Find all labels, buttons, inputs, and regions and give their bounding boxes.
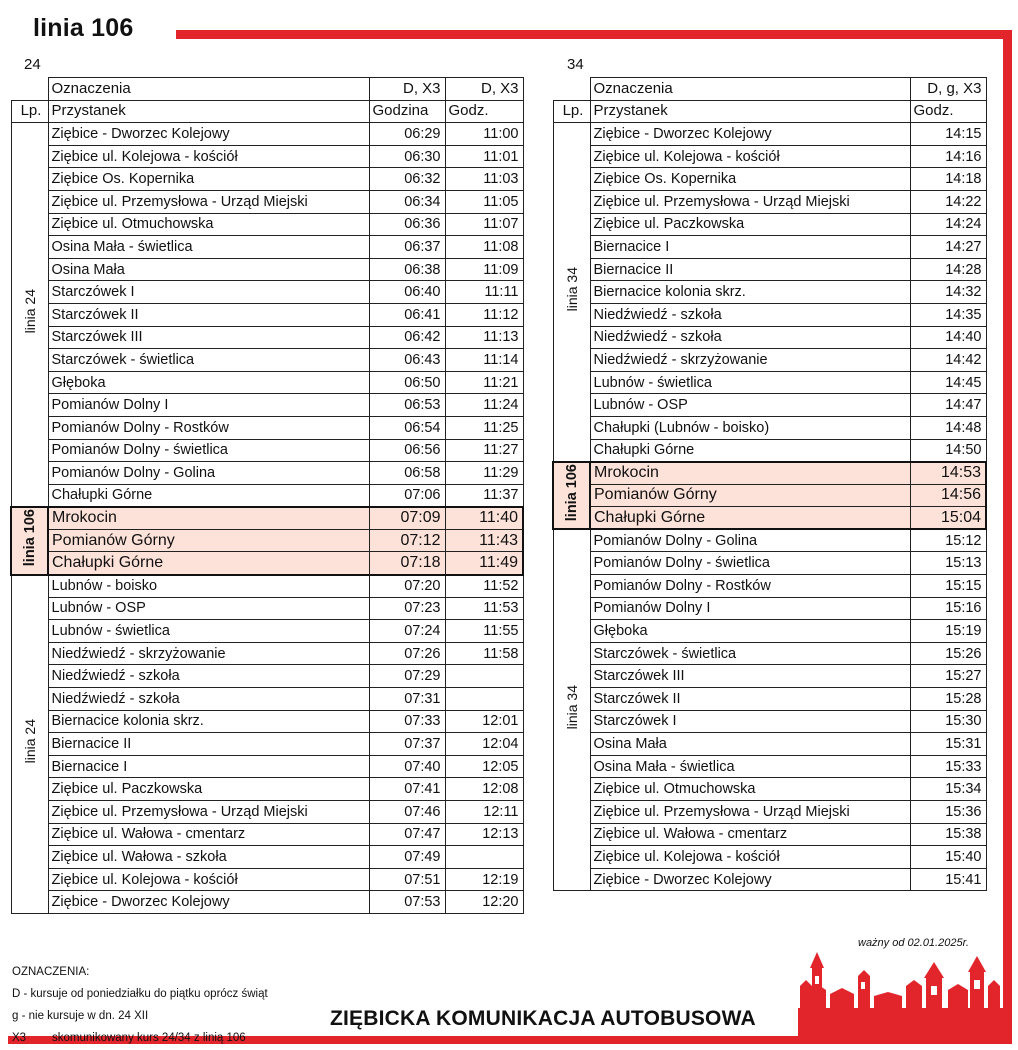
table-row [553, 213, 986, 236]
stop-name: Pomianów Dolny - Golina [590, 529, 910, 552]
table-row [11, 462, 523, 485]
header-oznaczenia: Oznaczenia [48, 78, 369, 101]
departure-time: 14:22 [910, 190, 986, 213]
departure-time: 07:46 [369, 801, 445, 824]
table-row [11, 303, 523, 326]
departure-time: 15:04 [910, 507, 986, 530]
table-row [11, 236, 523, 259]
legend [12, 961, 268, 1049]
departure-time: 06:41 [369, 303, 445, 326]
departure-time: 06:50 [369, 371, 445, 394]
stop-name: Ziębice ul. Kolejowa - kościół [590, 846, 910, 869]
departure-time: 07:29 [369, 665, 445, 688]
departure-time: 14:53 [910, 462, 986, 485]
timetable-line-24 [10, 77, 524, 914]
table-row [553, 620, 986, 643]
departure-time: 11:21 [445, 371, 523, 394]
table-row [11, 439, 523, 462]
header-designation: D, X3 [369, 78, 445, 101]
departure-time: 14:18 [910, 168, 986, 191]
departure-time: 15:34 [910, 778, 986, 801]
stop-name: Pomianów Dolny I [590, 597, 910, 620]
stop-name: Ziębice ul. Kolejowa - kościół [48, 868, 369, 891]
stop-name: Ziębice ul. Przemysłowa - Urząd Miejski [48, 190, 369, 213]
table-row [11, 416, 523, 439]
departure-time: 06:42 [369, 326, 445, 349]
departure-time: 06:54 [369, 416, 445, 439]
departure-time: 15:27 [910, 665, 986, 688]
departure-time: 12:11 [445, 801, 523, 824]
departure-time: 11:12 [445, 303, 523, 326]
departure-time: 11:55 [445, 620, 523, 643]
stop-name: Starczówek I [48, 281, 369, 304]
stop-name: Ziębice ul. Kolejowa - kościół [590, 145, 910, 168]
departure-time: 14:16 [910, 145, 986, 168]
departure-time: 07:37 [369, 733, 445, 756]
table-row [11, 507, 523, 530]
departure-time: 07:26 [369, 642, 445, 665]
stop-name: Ziębice - Dworzec Kolejowy [48, 891, 369, 914]
stop-name: Starczówek - świetlica [48, 349, 369, 372]
stop-name: Osina Mała [48, 258, 369, 281]
stop-name: Osina Mała - świetlica [48, 236, 369, 259]
table-row [11, 665, 523, 688]
stop-name: Biernacice kolonia skrz. [590, 281, 910, 304]
departure-time: 11:52 [445, 575, 523, 598]
page-title: linia 106 [33, 14, 134, 42]
table-row [553, 868, 986, 891]
table-row [11, 371, 523, 394]
departure-time: 06:32 [369, 168, 445, 191]
stop-name: Ziębice ul. Kolejowa - kościół [48, 145, 369, 168]
stop-name: Ziębice Os. Kopernika [48, 168, 369, 191]
table-row [553, 123, 986, 146]
departure-time: 06:56 [369, 439, 445, 462]
stop-name: Starczówek - świetlica [590, 642, 910, 665]
departure-time: 14:50 [910, 439, 986, 462]
header-time: Godzina [369, 100, 445, 123]
stop-name: Ziębice ul. Przemysłowa - Urząd Miejski [590, 190, 910, 213]
table-row [11, 597, 523, 620]
departure-time: 15:13 [910, 552, 986, 575]
departure-time: 07:09 [369, 507, 445, 530]
stop-name: Ziębice - Dworzec Kolejowy [590, 868, 910, 891]
stop-name: Pomianów Dolny - Golina [48, 462, 369, 485]
route-segment-text: linia 106 [563, 463, 580, 522]
departure-time: 15:12 [910, 529, 986, 552]
header-time: Godz. [910, 100, 986, 123]
legend-heading: OZNACZENIA: [12, 966, 90, 978]
stop-name: Głęboka [590, 620, 910, 643]
stop-name: Ziębice ul. Otmuchowska [590, 778, 910, 801]
departure-time: 07:23 [369, 597, 445, 620]
legend-x3-text: skomunikowany kurs 24/34 z linią 106 [52, 1032, 246, 1044]
departure-time: 14:15 [910, 123, 986, 146]
table-row [553, 326, 986, 349]
table-row [11, 326, 523, 349]
table-row [11, 846, 523, 869]
stop-name: Biernacice II [590, 258, 910, 281]
table-row [11, 620, 523, 643]
table-row [553, 303, 986, 326]
stop-name: Chałupki Górne [48, 484, 369, 507]
city-skyline-icon [798, 946, 1003, 1038]
red-frame-top [176, 30, 1012, 39]
stop-name: Ziębice - Dworzec Kolejowy [48, 123, 369, 146]
table-row [553, 258, 986, 281]
header-oznaczenia: Oznaczenia [590, 78, 910, 101]
departure-time: 11:09 [445, 258, 523, 281]
footer-company: ZIĘBICKA KOMUNIKACJA AUTOBUSOWA [330, 1007, 756, 1030]
header-row-2 [553, 100, 986, 123]
route-segment-text: linia 106 [21, 509, 38, 567]
stop-name: Biernacice kolonia skrz. [48, 710, 369, 733]
stop-name: Ziębice ul. Paczkowska [48, 778, 369, 801]
table-row [11, 123, 523, 146]
table-row [553, 552, 986, 575]
departure-time: 07:20 [369, 575, 445, 598]
header-przystanek: Przystanek [590, 100, 910, 123]
stop-name: Chałupki Górne [590, 439, 910, 462]
table-row [553, 462, 986, 485]
departure-time [445, 846, 523, 869]
departure-time: 14:48 [910, 416, 986, 439]
departure-time: 15:40 [910, 846, 986, 869]
stop-name: Ziębice ul. Wałowa - cmentarz [590, 823, 910, 846]
stop-name: Starczówek III [590, 665, 910, 688]
route-segment-label [11, 507, 48, 575]
departure-time: 06:40 [369, 281, 445, 304]
departure-time: 06:58 [369, 462, 445, 485]
legend-d: D - kursuje od poniedziałku do piątku oprócz świąt [12, 988, 268, 1000]
table-row [553, 145, 986, 168]
departure-time: 14:27 [910, 236, 986, 259]
stop-name: Głęboka [48, 371, 369, 394]
stop-name: Biernacice I [48, 755, 369, 778]
table-row [553, 281, 986, 304]
stop-name: Lubnów - boisko [48, 575, 369, 598]
table-row [553, 371, 986, 394]
departure-time: 07:33 [369, 710, 445, 733]
departure-time: 11:24 [445, 394, 523, 417]
table-row [553, 416, 986, 439]
table-row [11, 710, 523, 733]
stop-name: Lubnów - OSP [590, 394, 910, 417]
departure-time: 12:04 [445, 733, 523, 756]
departure-time: 12:19 [445, 868, 523, 891]
route-segment-text: linia 34 [563, 266, 580, 312]
departure-time: 11:58 [445, 642, 523, 665]
table-row [553, 349, 986, 372]
stop-name: Ziębice ul. Paczkowska [590, 213, 910, 236]
stop-name: Ziębice ul. Przemysłowa - Urząd Miejski [48, 801, 369, 824]
valid-from: ważny od 02.01.2025r. [858, 937, 969, 949]
departure-time: 12:01 [445, 710, 523, 733]
departure-time: 06:29 [369, 123, 445, 146]
stop-name: Niedźwiedź - skrzyżowanie [48, 642, 369, 665]
departure-time [445, 688, 523, 711]
table-row [553, 439, 986, 462]
departure-time: 11:14 [445, 349, 523, 372]
departure-time: 15:28 [910, 688, 986, 711]
departure-time: 11:27 [445, 439, 523, 462]
table-row [11, 755, 523, 778]
departure-time: 11:07 [445, 213, 523, 236]
departure-time: 06:34 [369, 190, 445, 213]
stop-name: Lubnów - świetlica [590, 371, 910, 394]
right-table-number: 34 [567, 56, 584, 73]
departure-time: 12:13 [445, 823, 523, 846]
departure-time: 07:41 [369, 778, 445, 801]
stop-name: Niedźwiedź - szkoła [590, 303, 910, 326]
departure-time: 11:25 [445, 416, 523, 439]
table-row [11, 575, 523, 598]
table-row [11, 145, 523, 168]
header-time: Godz. [445, 100, 523, 123]
table-row [553, 507, 986, 530]
table-row [11, 213, 523, 236]
table-row [553, 168, 986, 191]
departure-time: 07:49 [369, 846, 445, 869]
stop-name: Lubnów - świetlica [48, 620, 369, 643]
table-row [553, 733, 986, 756]
route-segment-text: linia 24 [21, 719, 38, 764]
stop-name: Starczówek II [48, 303, 369, 326]
table-row [11, 394, 523, 417]
table-row [553, 236, 986, 259]
table-row [553, 529, 986, 552]
stop-name: Pomianów Dolny - świetlica [48, 439, 369, 462]
stop-name: Ziębice ul. Otmuchowska [48, 213, 369, 236]
departure-time: 11:43 [445, 529, 523, 552]
stop-name: Niedźwiedź - skrzyżowanie [590, 349, 910, 372]
route-segment-label [553, 529, 590, 891]
departure-time: 07:47 [369, 823, 445, 846]
stop-name: Ziębice ul. Wałowa - szkoła [48, 846, 369, 869]
departure-time: 14:45 [910, 371, 986, 394]
departure-time: 14:24 [910, 213, 986, 236]
departure-time: 14:28 [910, 258, 986, 281]
header-blank [11, 78, 48, 101]
table-row [11, 823, 523, 846]
departure-time: 06:30 [369, 145, 445, 168]
legend-x3 [12, 1027, 268, 1049]
departure-time: 12:20 [445, 891, 523, 914]
departure-time: 11:01 [445, 145, 523, 168]
stop-name: Pomianów Dolny I [48, 394, 369, 417]
departure-time: 07:24 [369, 620, 445, 643]
route-segment-text: linia 34 [563, 685, 580, 730]
stop-name: Pomianów Dolny - świetlica [590, 552, 910, 575]
departure-time: 06:37 [369, 236, 445, 259]
header-row-1 [11, 78, 523, 101]
stop-name: Ziębice ul. Przemysłowa - Urząd Miejski [590, 801, 910, 824]
table-row [553, 846, 986, 869]
table-row [11, 552, 523, 575]
departure-time: 14:42 [910, 349, 986, 372]
departure-time: 06:36 [369, 213, 445, 236]
stop-name: Ziębice Os. Kopernika [590, 168, 910, 191]
header-lp: Lp. [11, 100, 48, 123]
table-row [553, 190, 986, 213]
stop-name: Pomianów Górny [48, 529, 369, 552]
stop-name: Mrokocin [590, 462, 910, 485]
departure-time: 14:56 [910, 484, 986, 507]
route-segment-text: linia 24 [21, 289, 38, 334]
stop-name: Niedźwiedź - szkoła [48, 665, 369, 688]
header-blank [553, 78, 590, 101]
stop-name: Niedźwiedź - szkoła [590, 326, 910, 349]
departure-time: 15:15 [910, 575, 986, 598]
table-row [11, 891, 523, 914]
departure-time: 15:36 [910, 801, 986, 824]
table-row [553, 597, 986, 620]
header-designation: D, g, X3 [910, 78, 986, 101]
table-row [11, 349, 523, 372]
departure-time: 14:47 [910, 394, 986, 417]
departure-time: 11:53 [445, 597, 523, 620]
departure-time: 15:30 [910, 710, 986, 733]
stop-name: Ziębice - Dworzec Kolejowy [590, 123, 910, 146]
table-row [11, 258, 523, 281]
departure-time: 12:08 [445, 778, 523, 801]
table-row [11, 778, 523, 801]
table-row [11, 529, 523, 552]
stop-name: Mrokocin [48, 507, 369, 530]
table-row [11, 281, 523, 304]
departure-time: 07:53 [369, 891, 445, 914]
table-row [553, 755, 986, 778]
departure-time: 11:00 [445, 123, 523, 146]
departure-time: 07:51 [369, 868, 445, 891]
header-designation: D, X3 [445, 78, 523, 101]
table-row [553, 484, 986, 507]
departure-time: 14:35 [910, 303, 986, 326]
table-row [11, 801, 523, 824]
departure-time: 07:31 [369, 688, 445, 711]
departure-time [445, 665, 523, 688]
departure-time: 06:43 [369, 349, 445, 372]
table-row [553, 665, 986, 688]
stop-name: Pomianów Górny [590, 484, 910, 507]
table-row [553, 778, 986, 801]
departure-time: 15:16 [910, 597, 986, 620]
header-lp: Lp. [553, 100, 590, 123]
left-table-number: 24 [24, 56, 41, 73]
departure-time: 15:31 [910, 733, 986, 756]
table-row [553, 710, 986, 733]
table-row [11, 190, 523, 213]
stop-name: Ziębice ul. Wałowa - cmentarz [48, 823, 369, 846]
route-segment-label [553, 123, 590, 462]
legend-x3-code: X3 [12, 1032, 27, 1044]
header-przystanek: Przystanek [48, 100, 369, 123]
stop-name: Starczówek III [48, 326, 369, 349]
departure-time: 11:03 [445, 168, 523, 191]
table-row [11, 733, 523, 756]
departure-time: 07:18 [369, 552, 445, 575]
header-row-2 [11, 100, 523, 123]
red-frame-right [1003, 30, 1012, 1044]
table-row [11, 484, 523, 507]
table-row [553, 801, 986, 824]
stop-name: Starczówek I [590, 710, 910, 733]
departure-time: 11:49 [445, 552, 523, 575]
legend-g: g - nie kursuje w dn. 24 XII [12, 1010, 149, 1022]
route-segment-label [11, 575, 48, 914]
departure-time: 14:32 [910, 281, 986, 304]
departure-time: 07:12 [369, 529, 445, 552]
departure-time: 11:13 [445, 326, 523, 349]
departure-time: 11:40 [445, 507, 523, 530]
departure-time: 11:08 [445, 236, 523, 259]
departure-time: 06:38 [369, 258, 445, 281]
departure-time: 11:29 [445, 462, 523, 485]
departure-time: 11:05 [445, 190, 523, 213]
table-row [11, 688, 523, 711]
stop-name: Pomianów Dolny - Rostków [590, 575, 910, 598]
table-row [11, 868, 523, 891]
table-row [11, 642, 523, 665]
stop-name: Starczówek II [590, 688, 910, 711]
stop-name: Niedźwiedź - szkoła [48, 688, 369, 711]
stop-name: Chałupki Górne [48, 552, 369, 575]
departure-time: 15:41 [910, 868, 986, 891]
departure-time: 14:40 [910, 326, 986, 349]
stop-name: Osina Mała - świetlica [590, 755, 910, 778]
table-row [553, 823, 986, 846]
stop-name: Osina Mała [590, 733, 910, 756]
departure-time: 07:06 [369, 484, 445, 507]
header-row-1 [553, 78, 986, 101]
departure-time: 11:11 [445, 281, 523, 304]
table-row [553, 575, 986, 598]
stop-name: Biernacice II [48, 733, 369, 756]
stop-name: Chałupki (Lubnów - boisko) [590, 416, 910, 439]
route-segment-label [553, 462, 590, 530]
departure-time: 12:05 [445, 755, 523, 778]
departure-time: 06:53 [369, 394, 445, 417]
departure-time: 15:38 [910, 823, 986, 846]
table-row [553, 642, 986, 665]
stop-name: Pomianów Dolny - Rostków [48, 416, 369, 439]
stop-name: Lubnów - OSP [48, 597, 369, 620]
departure-time: 11:37 [445, 484, 523, 507]
stop-name: Chałupki Górne [590, 507, 910, 530]
timetable-line-34 [552, 77, 987, 891]
table-row [553, 688, 986, 711]
stop-name: Biernacice I [590, 236, 910, 259]
departure-time: 15:26 [910, 642, 986, 665]
departure-time: 15:19 [910, 620, 986, 643]
route-segment-label [11, 123, 48, 507]
table-row [11, 168, 523, 191]
departure-time: 07:40 [369, 755, 445, 778]
departure-time: 15:33 [910, 755, 986, 778]
table-row [553, 394, 986, 417]
